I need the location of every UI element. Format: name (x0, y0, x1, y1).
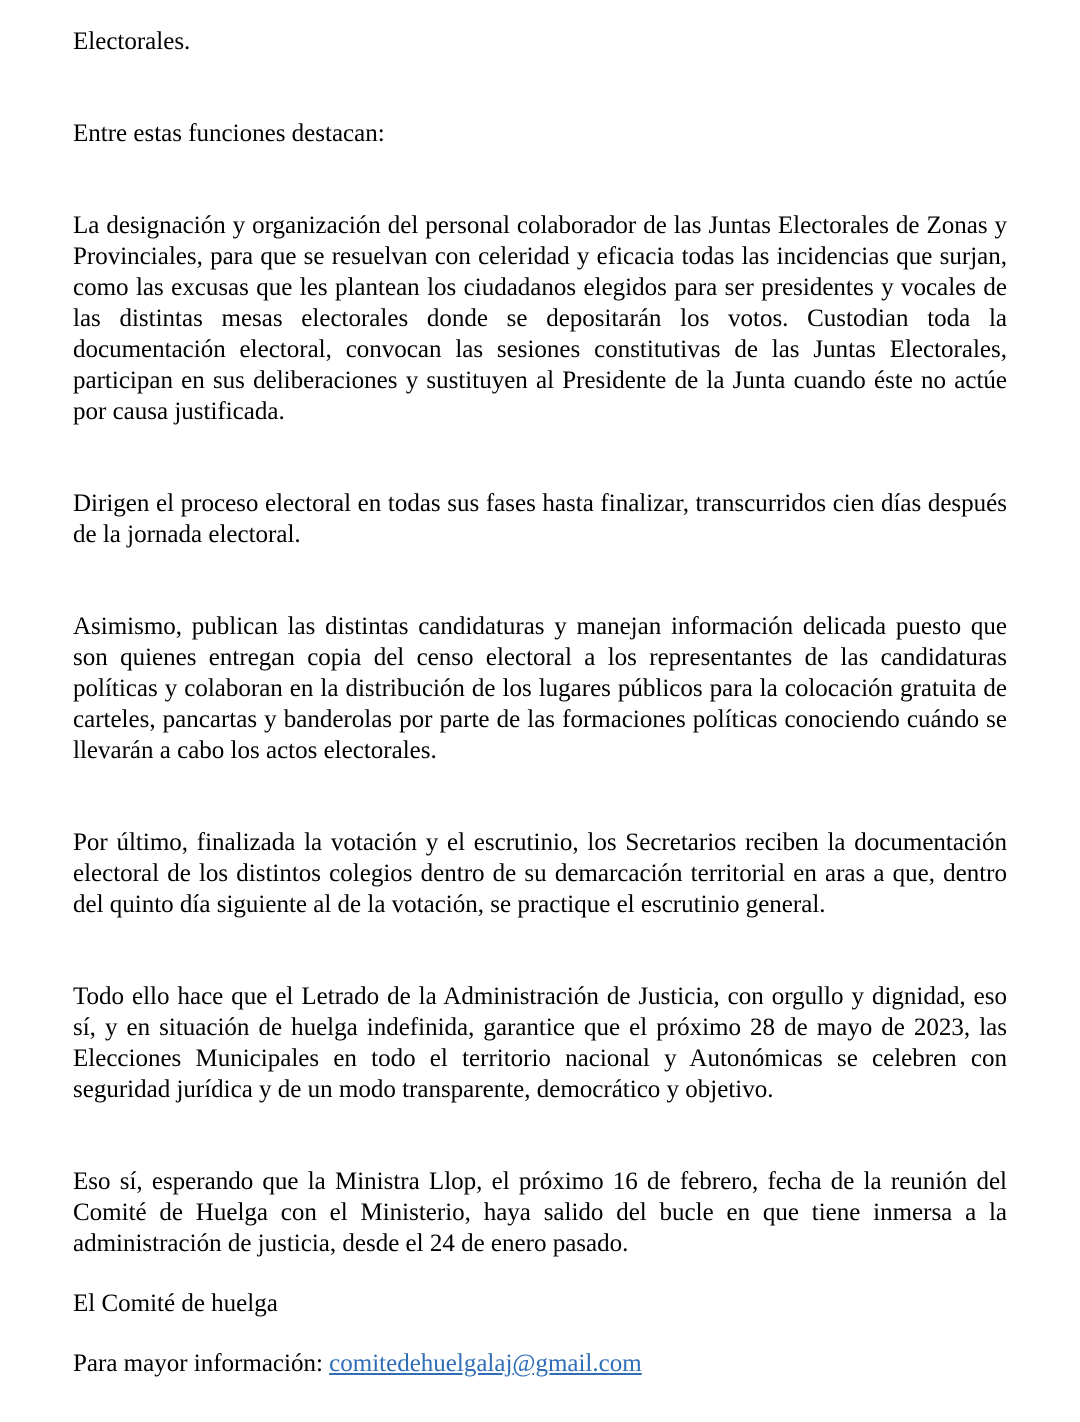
signature-text: El Comité de huelga (73, 1290, 278, 1317)
intro-text: Entre estas funciones destacan: (73, 120, 385, 147)
contact-prefix-text: Para mayor información: (73, 1350, 330, 1377)
paragraph-escrutinio: Por último, finalizada la votación y el escrutinio, los Secretarios reciben la documentación electoral de los distintos colegios dentro de su demarcación territorial en aras a que, dentro del quinto día siguiente al de la votación, se practique el escrutinio general. (73, 829, 1007, 918)
email-link[interactable]: comitedehuelgalaj@gmail.com (329, 1350, 642, 1377)
paragraph-ministra-llop: Eso sí, esperando que la Ministra Llop, el próximo 16 de febrero, fecha de la reunión del Comité de Huelga con el Ministerio, haya salido del bucle en que tiene inmersa a la administración de justicia, desde el 24 de enero pasado. (73, 1168, 1007, 1257)
paragraph-dirigen-proceso: Dirigen el proceso electoral en todas sus fases hasta finalizar, transcurridos cien días después de la jornada electoral. (73, 490, 1007, 548)
contact-line (73, 1348, 1007, 1379)
paragraph-candidaturas: Asimismo, publican las distintas candidaturas y manejan información delicada puesto que son quienes entregan copia del censo electoral a los representantes de las candidaturas políticas y colaboran en la distribución de los lugares públicos para la colocación gratuita de carteles, pancartas y banderolas por parte de las formaciones políticas conociendo cuándo se llevarán a cabo los actos electorales. (73, 613, 1007, 764)
fragment-top-text: Electorales. (73, 28, 191, 55)
paragraph-juntas-electorales: La designación y organización del personal colaborador de las Juntas Electorales de Zonas y Provinciales, para que se resuelvan con celeridad y eficacia todas las incidencias que surjan, como las excusas que les plantean los ciudadanos elegidos para ser presidentes y vocales de las distintas mesas electorales donde se depositarán los votos. Custodian toda la documentación electoral, convocan las sesiones constitutivas de las Juntas Electorales, participan en sus deliberaciones y sustituyen al Presidente de la Junta cuando éste no actúe por causa justificada. (73, 212, 1007, 425)
paragraph-elecciones-2023: Todo ello hace que el Letrado de la Administración de Justicia, con orgullo y dignidad, eso sí, y en situación de huelga indefinida, garantice que el próximo 28 de mayo de 2023, las Elecciones Municipales en todo el territorio nacional y Autonómicas se celebren con seguridad jurídica y de un modo transparente, democrático y objetivo. (73, 983, 1007, 1103)
